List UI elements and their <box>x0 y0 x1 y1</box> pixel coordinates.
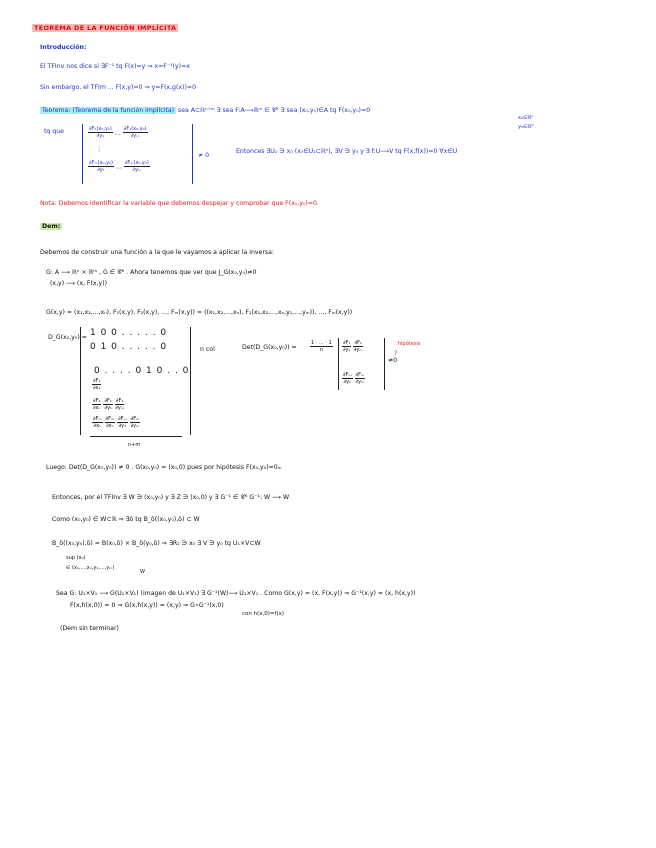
dem-sub2: ∈ (x₁,...,xₙ,y₁,...,yₘ) <box>66 565 115 571</box>
dem-sup: sup (x₀) <box>66 555 86 561</box>
hipotesis-q: ? <box>394 350 398 357</box>
hipotesis-label: hipótesis <box>398 341 421 347</box>
det-bar-right <box>192 124 193 184</box>
theorem-neq-zero: ≠ 0 <box>198 152 210 159</box>
dem-entonces: Entonces, por el TFInv ∃ W ∋ (x₀,y₀) y ∃ Z ∋ (x₀,0) y ∃ G⁻¹ ∈ 𝒞ᴷ G⁻¹: W ⟶ W <box>52 494 290 501</box>
dg-bracket-left <box>80 327 81 435</box>
dg-n-plus-m: n+m <box>128 442 141 448</box>
det-dg-bar-left <box>338 338 339 390</box>
page-title: TEOREMA DE LA FUNCIÓN IMPLÍCITA <box>34 24 177 32</box>
dg-n-col: n col <box>200 346 215 353</box>
dg-label: D_G(x₀,y₀) = <box>48 334 87 341</box>
det-dg-row-1: $\frac{\text{∂F₁}}{\text{∂y₁}}$ $\frac{\text{∂F₁}}{\text{∂yₘ}}$ <box>342 340 363 353</box>
dem-como: Como (x₀,y₀) ∈ W⊂ℝ ⇒ ∃δ tq B_δ((x₀,y₀),δ) ⊂ W <box>52 516 200 523</box>
dem-line-1: Debemos de construir una función a la que le vayamos a aplicar la inversa: <box>40 249 274 256</box>
dem-g-def-1: G: A ⟶ ℝⁿ × ℝᵐ , G ∈ 𝒞ᴷ . Ahora tenemos que ver que J_G(x₀,y₀)≠0 <box>46 269 257 276</box>
dem-con: con h(x,0)=f(x) <box>242 611 284 617</box>
dg-row-5: $\frac{\text{∂F₁}}{\text{∂xₙ}}$ $\frac{\text{∂F₁}}{\text{∂y₁}}$ $\frac{\text{∂F₁}}{\text{∂yₘ}}$ <box>92 398 124 411</box>
det-dg-row-2: $\frac{\text{∂Fₘ}}{\text{∂y₁}}$ $\frac{\text{∂Fₘ}}{\text{∂yₘ}}$ <box>343 372 365 385</box>
dem-luego: Luego: Det(D_G(x₀,y₀)) ≠ 0 . G(x₀,y₀) = (x₀,0) pues por hipótesis F(x₀,y₀)=0ₘ <box>46 464 282 471</box>
theorem-conclusion: Entonces ∃U₁ ∋ x₀ (x₀∈U₁⊂ℝⁿ), ∃V ∋ y₀ y ∃ f:U⟶V tq F(x,f(x))=0 ∀x∈U <box>236 148 458 155</box>
dg-row-3: 0 . . . . 0 1 0 . . 0 <box>94 366 190 376</box>
intro-heading: Introducción: <box>40 44 87 51</box>
det-dg-label: Det(D_G(x₀,y₀)) = <box>242 344 297 351</box>
theorem-side-note-1: x₀∈ℝⁿ <box>518 115 534 121</box>
theorem-tq-label: tq que <box>44 128 64 135</box>
det-dg-ne0: ≠0 <box>388 357 398 364</box>
intro-line-1: El TFInv nos dice si ∃F⁻¹ tq F(x)=y ⇒ x=F⁻¹(y)=x <box>40 63 190 70</box>
dem-bball: B_δ((x₀,y₀),δ) = B(x₀,δ) × B_δ(y₀,δ) ⇒ ∃R₁ ∋ x₀ ∃ V ∋ y₀ tq U₁×V⊂W <box>52 540 261 547</box>
dem-sea: Sea G: U₁×V₁ ⟶ G(U₁×V₁) (imagen de U₁×V₁) ∃ G⁻¹(W)⟶ U₁×V₁ . Como G(x,y) = (x, F(x,y)) ⇒ G⁻¹(x,y) = (x, h(x,y)) <box>56 590 416 597</box>
dg-row-1: 1 0 0 . . . . . 0 <box>90 328 168 338</box>
theorem-matrix-vdots: ⋮ <box>96 146 103 153</box>
det-bar-left <box>82 124 83 184</box>
dem-g-def-2: (x,y) ⟶ (x, F(x,y)) <box>50 280 108 287</box>
dg-brace-bottom <box>90 436 182 437</box>
theorem-tag: Teorema: (Teorema de la función implícita) <box>42 107 174 114</box>
theorem-statement: sea A⊂ℝⁿ⁺ᵐ ∃ sea F:A⟶ℝᵐ ∈ 𝒞ᴷ ∃ sea (x₀,y₀)∈A tq F(x₀,y₀)=0 <box>177 107 371 114</box>
theorem-side-note-2: y₀∈ℝᵐ <box>518 124 535 130</box>
dg-bracket-right <box>190 327 191 435</box>
dg-row-4: $\frac{\text{∂F₁}}{\text{∂x₁}}$ <box>92 378 101 391</box>
note-line: Nota: Debemos identificar la variable que debemos despejar y comprobar que F(x₀,y₀)=0. <box>40 200 319 207</box>
dg-row-2: 0 1 0 . . . . . 0 <box>90 342 168 352</box>
det-dg-bar-right <box>384 338 385 390</box>
dem-um: W <box>140 569 145 575</box>
theorem-matrix-row-1: $\frac{\text{∂F₁(x₀,y₀)}}{\text{∂y₁}}$ ... $\frac{\text{∂F₁(x₀,y₀)}}{\text{∂yₘ}}$ <box>89 126 147 139</box>
det-dg-factor: $\frac{1 \cdot ... \cdot 1}{n}$ <box>311 340 332 353</box>
theorem-matrix-row-2: $\frac{\text{∂Fₘ(x₀,y₀)}}{\text{∂y₁}}$ ... $\frac{\text{∂Fₘ(x₀,y₀)}}{\text{∂yₘ}}$ <box>89 160 149 173</box>
dem-sin-terminar: (Dem sin terminar) <box>60 625 119 632</box>
dem-tag: Dem: <box>42 223 61 230</box>
intro-line-2: Sin embargo, el TFIm ... F(x,y)=0 ⇒ y=F(x,g(x))=0 <box>40 84 197 91</box>
dem-fx: F(x,h(x,0)) = 0 ⇒ G(x,h(x,y)) = (x,y) ⇒ G∘G⁻¹(x,0) <box>70 602 224 609</box>
dem-g-expr: G(x,y) = (x₁,x₂,...,xₙ), F₁(x,y), F₂(x,y), ..., Fₘ(x,y)) = ((x₁,x₂,...,xₙ), F₁(x₁,x₂,...,xₙ,y₁,...,yₘ)), ..., Fₘ(x,y)) <box>46 309 353 316</box>
dg-row-6: $\frac{\text{∂Fₘ}}{\text{∂x₁}}$ $\frac{\text{∂Fₘ}}{\text{∂xₙ}}$ $\frac{\text{∂Fₘ}}{\text{∂y₁}}$ $\frac{\text{∂Fₘ}}{\text{∂yₘ}}$ <box>93 416 140 429</box>
